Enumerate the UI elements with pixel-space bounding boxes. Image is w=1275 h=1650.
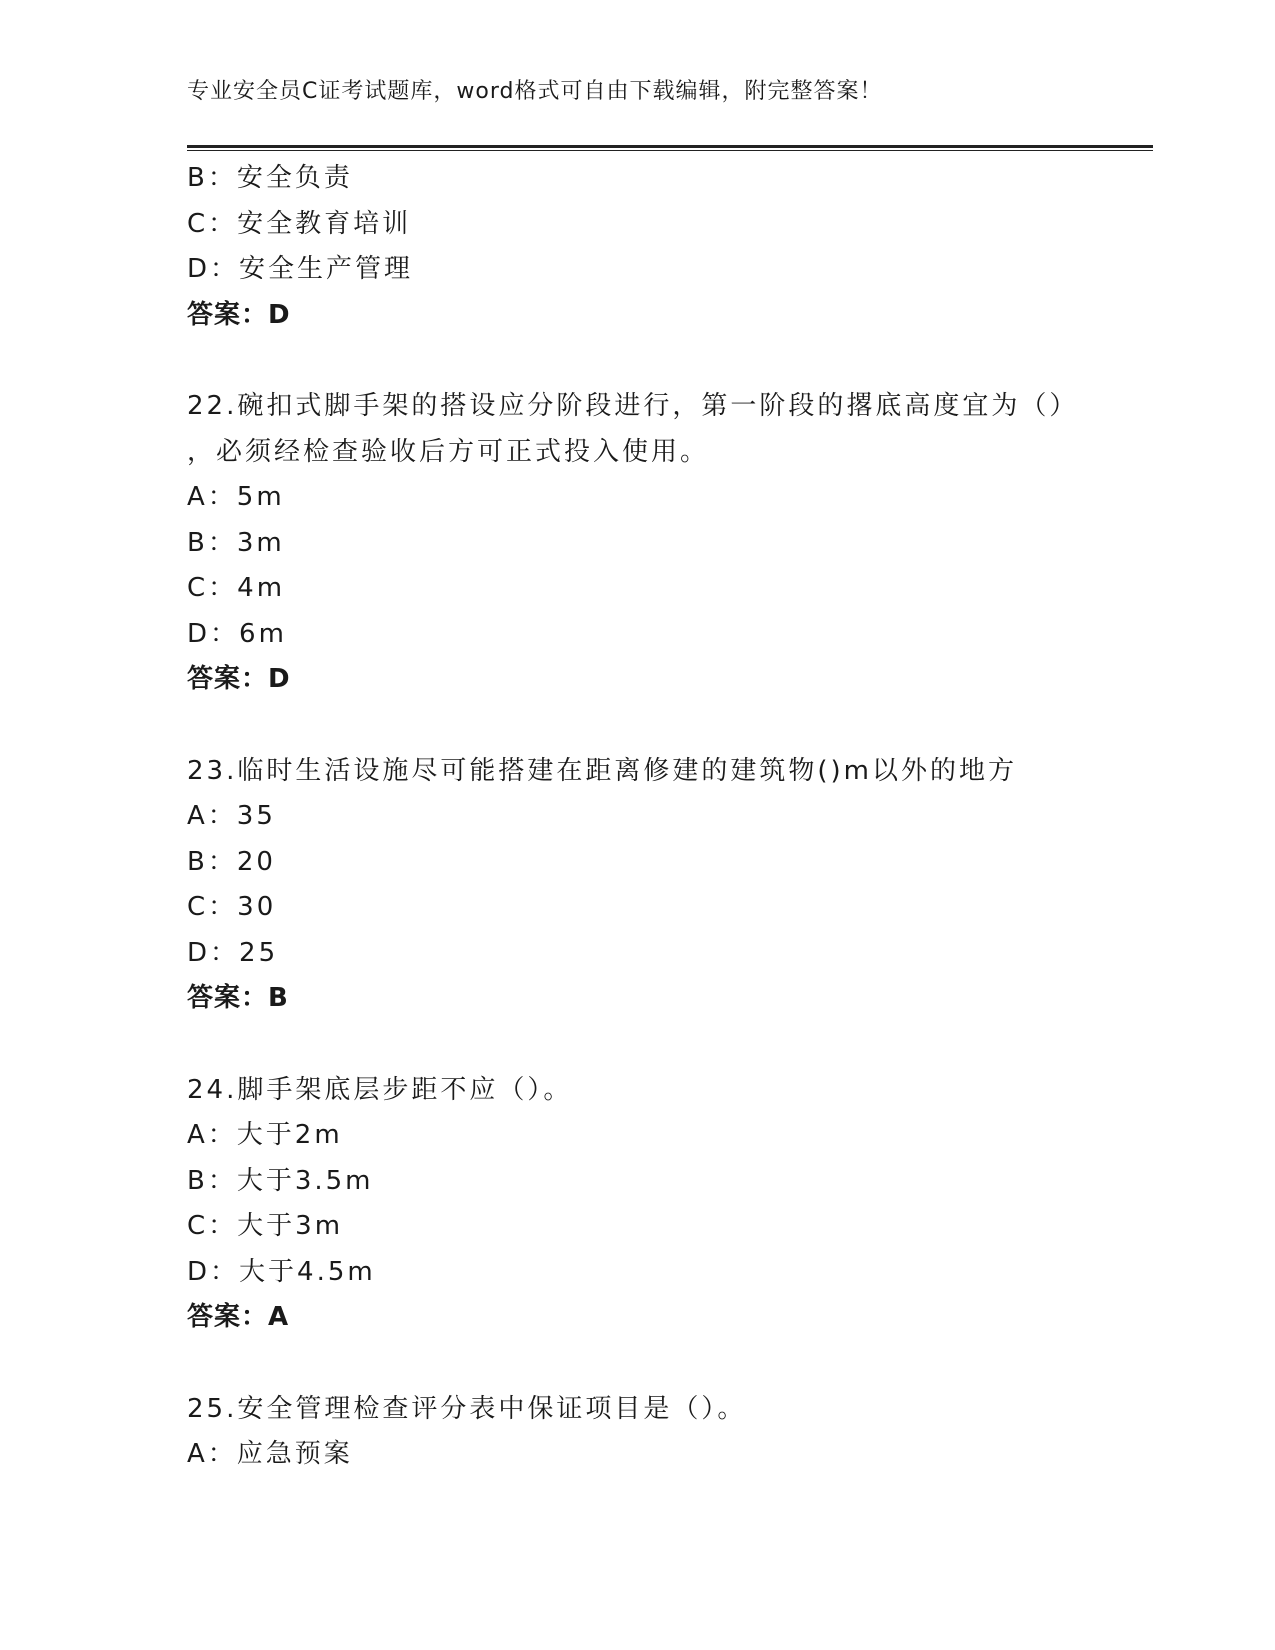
option-d: D：25: [187, 937, 279, 968]
option-a: A：大于2m: [187, 1120, 343, 1150]
question-21: [187, 156, 1153, 338]
option-d: D：安全生产管理: [187, 254, 414, 284]
question-text-continued: ，必须经检查验收后方可正式投入使用。: [187, 436, 710, 467]
question-24: [187, 1068, 1153, 1341]
answer: 答案：D: [187, 664, 291, 694]
question-text: 25.安全管理检查评分表中保证项目是（）。: [187, 1393, 747, 1424]
option-b: B：安全负责: [187, 163, 353, 193]
question-text: 22.碗扣式脚手架的搭设应分阶段进行，第一阶段的撂底高度宜为（）: [187, 391, 1079, 421]
question-list: [187, 156, 1153, 1478]
header-rule-thick: [187, 145, 1153, 148]
question-22: [187, 384, 1153, 703]
option-b: B：大于3.5m: [187, 1165, 374, 1196]
option-b: B：3m: [187, 527, 285, 558]
option-a: A：35: [187, 801, 276, 831]
question-25: [187, 1387, 1153, 1478]
option-d: D：大于4.5m: [187, 1256, 376, 1287]
answer: 答案：D: [187, 299, 291, 330]
option-c: C：安全教育培训: [187, 208, 412, 239]
question-text: 24.脚手架底层步距不应（）。: [187, 1074, 573, 1105]
option-c: C：大于3m: [187, 1211, 344, 1241]
header-rule-thin: [187, 150, 1153, 151]
answer: 答案：B: [187, 983, 289, 1013]
option-a: A：应急预案: [187, 1439, 353, 1469]
question-text: 23.临时生活设施尽可能搭建在距离修建的建筑物()m以外的地方: [187, 755, 1017, 786]
answer: 答案：A: [187, 1302, 290, 1332]
page-header: 专业安全员C证考试题库，word格式可自由下载编辑，附完整答案！: [187, 79, 883, 104]
option-c: C：4m: [187, 573, 286, 603]
question-23: [187, 749, 1153, 1022]
option-b: B：20: [187, 846, 276, 877]
option-d: D：6m: [187, 618, 287, 649]
option-c: C：30: [187, 892, 277, 922]
option-a: A：5m: [187, 482, 285, 512]
